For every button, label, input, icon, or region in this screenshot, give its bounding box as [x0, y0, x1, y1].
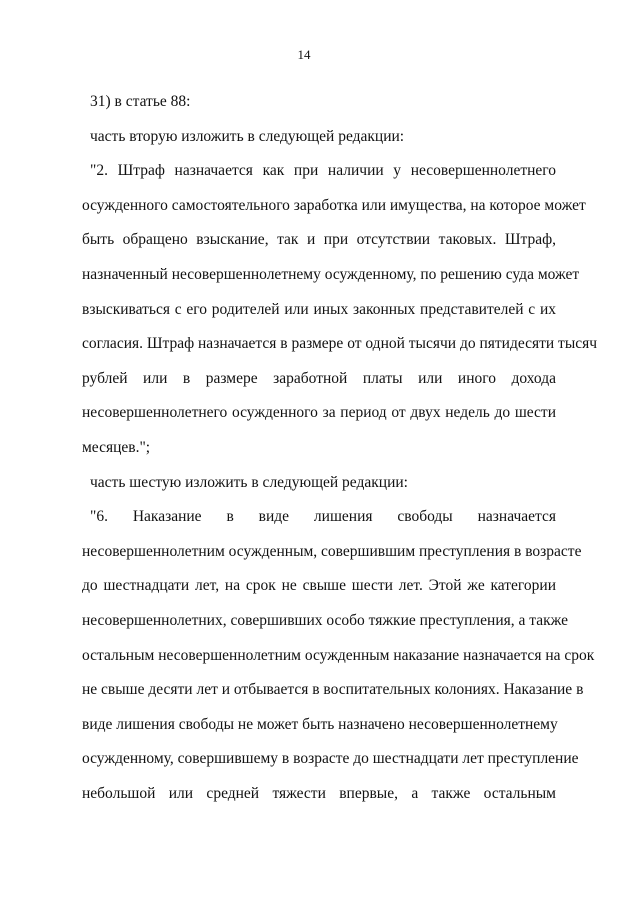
- text-line: не свыше десяти лет и отбывается в воспитательных колониях. Наказание в: [82, 681, 584, 698]
- text-line: до шестнадцати лет, на срок не свыше шести лет. Этой же категории: [82, 577, 556, 594]
- text-line: несовершеннолетних, совершивших особо тяжкие преступления, а также: [82, 612, 569, 629]
- text-line: месяцев.";: [82, 439, 151, 456]
- text-line: "6. Наказание в виде лишения свободы назначается: [90, 508, 556, 525]
- text-line: осужденного самостоятельного заработка или имущества, на которое может: [82, 197, 586, 214]
- text-line: 31) в статье 88:: [90, 93, 191, 110]
- text-line: осужденному, совершившему в возрасте до шестнадцати лет преступление: [82, 750, 579, 767]
- text-line: назначенный несовершеннолетнему осужденному, по решению суда может: [82, 266, 580, 283]
- text-line: часть вторую изложить в следующей редакции:: [90, 128, 405, 145]
- text-line: небольшой или средней тяжести впервые, а также остальным: [82, 785, 556, 802]
- text-line: остальным несовершеннолетним осужденным наказание назначается на срок: [82, 647, 595, 664]
- text-line: виде лишения свободы не может быть назначено несовершеннолетнему: [82, 716, 558, 733]
- text-line: "2. Штраф назначается как при наличии у несовершеннолетнего: [90, 162, 556, 179]
- text-line: рублей или в размере заработной платы или иного дохода: [82, 370, 556, 387]
- text-line: согласия. Штраф назначается в размере от одной тысячи до пятидесяти тысяч: [82, 335, 598, 352]
- text-line: взыскиваться с его родителей или иных законных представителей с их: [82, 301, 556, 318]
- text-line: быть обращено взыскание, так и при отсутствии таковых. Штраф,: [82, 231, 556, 248]
- text-line: несовершеннолетним осужденным, совершившим преступления в возрасте: [82, 543, 582, 560]
- page-number: 14: [297, 47, 311, 62]
- text-line: несовершеннолетнего осужденного за период от двух недель до шести: [82, 404, 556, 421]
- text-line: часть шестую изложить в следующей редакции:: [90, 474, 408, 491]
